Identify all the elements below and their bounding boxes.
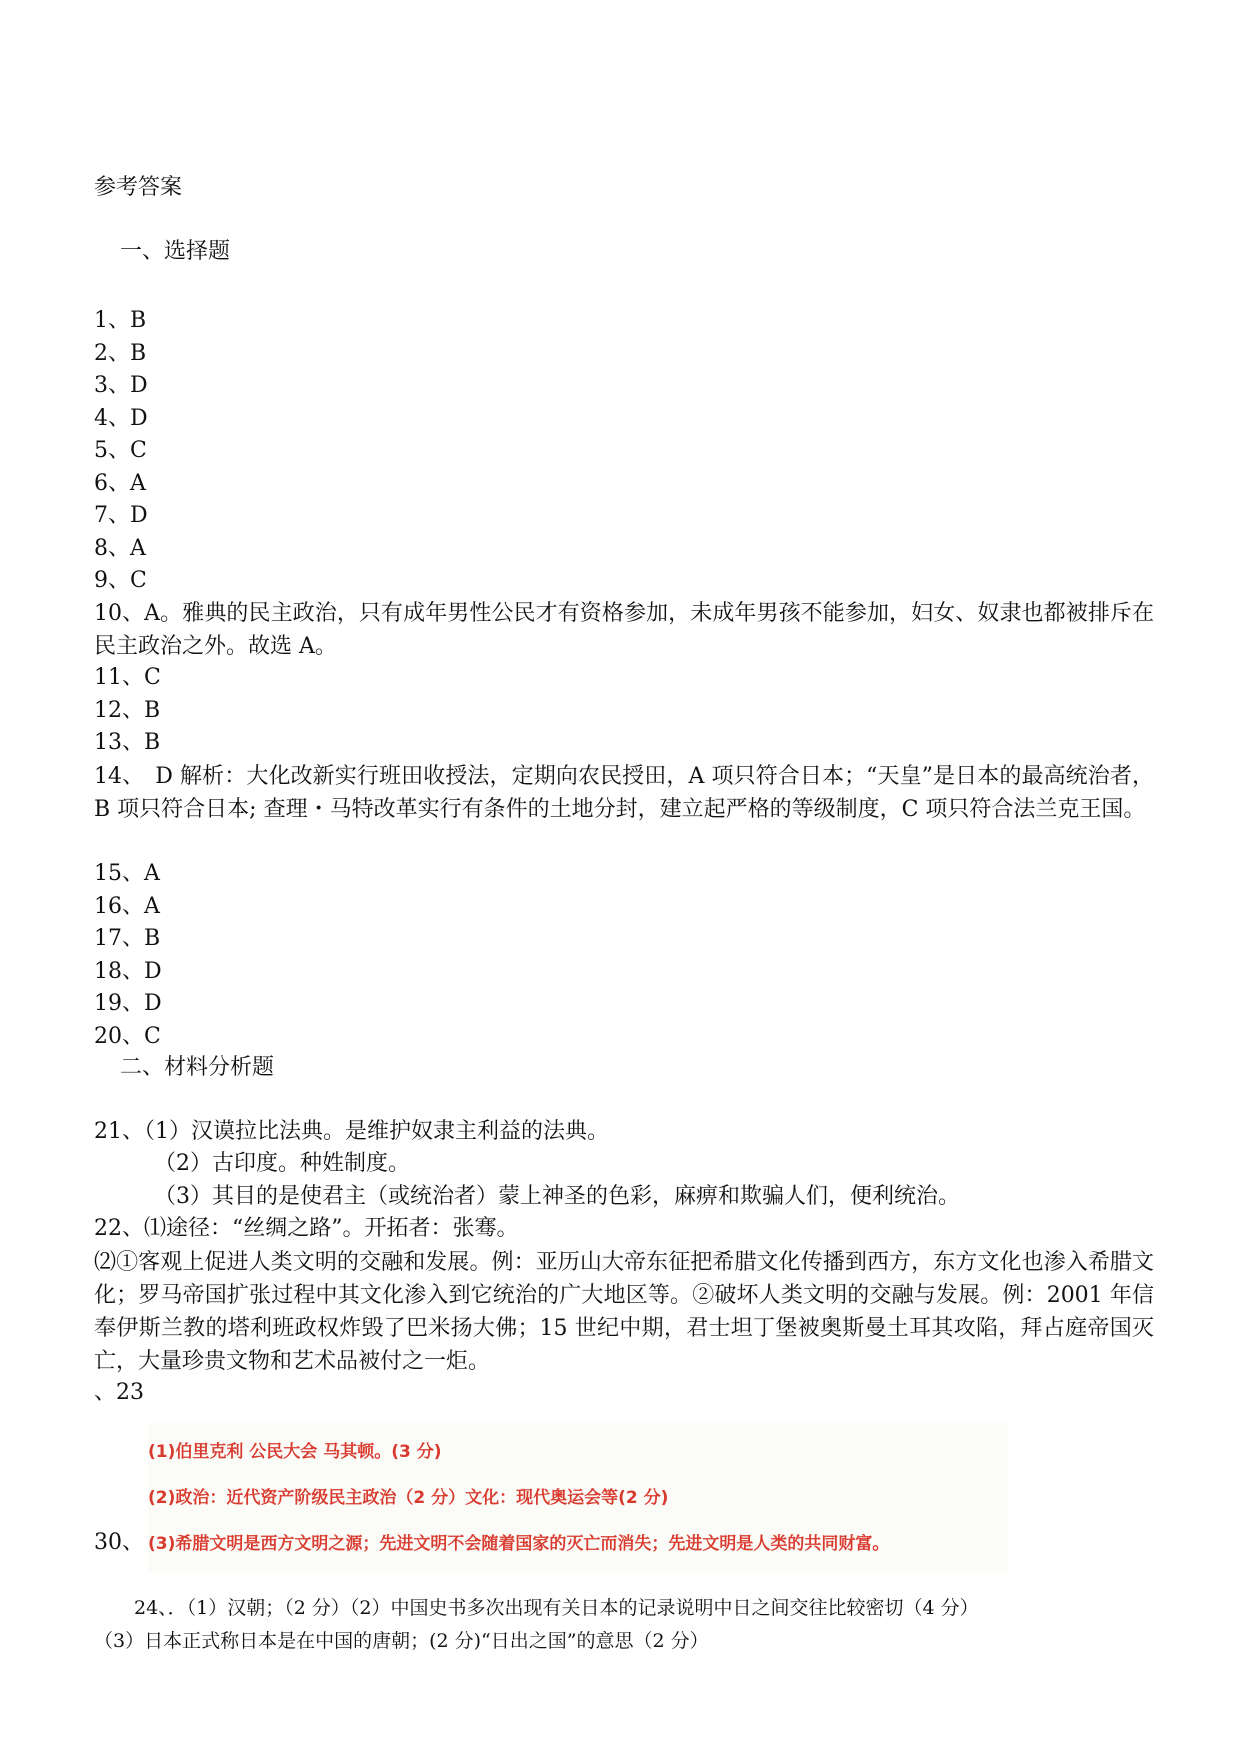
answers-11-13	[94, 662, 161, 760]
answer-10: 10、A。雅典的民主政治，只有成年男性公民才有资格参加，未成年男孩不能参加，妇女、奴隶也都被排斥在民主政治之外。故选 A。	[94, 601, 1154, 659]
answer-item: 3、D	[94, 373, 148, 398]
answer-item: 20、C	[94, 1023, 161, 1049]
answer-item: 1、B	[94, 308, 147, 333]
answer-30-label: 30、	[94, 1530, 144, 1555]
answer-item: 5、C	[94, 438, 147, 463]
answer-item: 12、B	[94, 697, 161, 723]
answer-23-line1: (1)伯里克利 公民大会 马其顿。(3 分)	[148, 1442, 442, 1462]
answer-21-part1: 21、（1）汉谟拉比法典。是维护奴隶主利益的法典。	[94, 1119, 609, 1144]
answer-21-part2: （2）古印度。种姓制度。	[154, 1151, 410, 1176]
answers-15-20	[94, 858, 162, 1053]
answer-item: 2、B	[94, 340, 147, 366]
answer-item: 8、A	[94, 535, 146, 561]
answer-item: 16、A	[94, 893, 160, 919]
answer-22-part2: ⑵①客观上促进人类文明的交融和发展。例：亚历山大帝东征把希腊文化传播到西方，东方文化也渗入希腊文化；罗马帝国扩张过程中其文化渗入到它统治的广大地区等。②破坏人类文明的交融与发展。例：2001 年信奉伊斯兰教的塔利班政权炸毁了巴米扬大佛；15 世纪中期，君士坦丁堡被奥斯曼土耳其攻陷，拜占庭帝国灭亡，大量珍贵文物和艺术品被付之一炬。	[94, 1250, 1154, 1374]
answer-item: 13、B	[94, 730, 161, 755]
answer-item: 4、D	[94, 405, 148, 431]
answer-23-image	[148, 1423, 1008, 1573]
answer-item: 15、A	[94, 861, 160, 886]
section-heading-choice: 一、选择题	[120, 239, 231, 264]
answer-item: 7、D	[94, 503, 148, 528]
answer-21-part3: （3）其目的是使君主（或统治者）蒙上神圣的色彩，麻痹和欺骗人们，便利统治。	[154, 1184, 960, 1209]
answer-item: 18、D	[94, 958, 162, 984]
answer-item: 6、A	[94, 470, 146, 496]
answer-23-line2: (2)政治：近代资产阶级民主政治（2 分）文化：现代奥运会等(2 分)	[148, 1488, 669, 1508]
answer-24-part2: （3）日本正式称日本是在中国的唐朝；(2 分)“日出之国”的意思（2 分）	[94, 1630, 709, 1652]
page-title: 参考答案	[94, 175, 183, 200]
answer-22-part1: 22、⑴途径：“丝绸之路”。开拓者：张骞。	[94, 1216, 519, 1241]
answer-item: 9、C	[94, 568, 147, 593]
answer-item: 17、B	[94, 926, 161, 951]
answers-1-9	[94, 305, 148, 598]
answer-24-part1: 24、．（1）汉朝；（2 分）（2）中国史书多次出现有关日本的记录说明中日之间交往比较密切（4 分）	[134, 1597, 979, 1619]
answer-14: 14、 D 解析：大化改新实行班田收授法，定期向农民授田，A 项只符合日本；“天皇”是日本的最高统治者，B 项只符合日本; 查理・马特改革实行有条件的土地分封，建立起严格的等级制度，C 项只符合法兰克王国。	[94, 764, 1154, 822]
answer-23-line3: (3)希腊文明是西方文明之源；先进文明不会随着国家的灭亡而消失；先进文明是人类的共同财富。	[148, 1534, 890, 1554]
answer-item: 11、C	[94, 665, 161, 690]
answer-23-label: 、23	[94, 1380, 144, 1405]
answer-item: 19、D	[94, 991, 162, 1016]
section-heading-analysis: 二、材料分析题	[120, 1055, 275, 1080]
